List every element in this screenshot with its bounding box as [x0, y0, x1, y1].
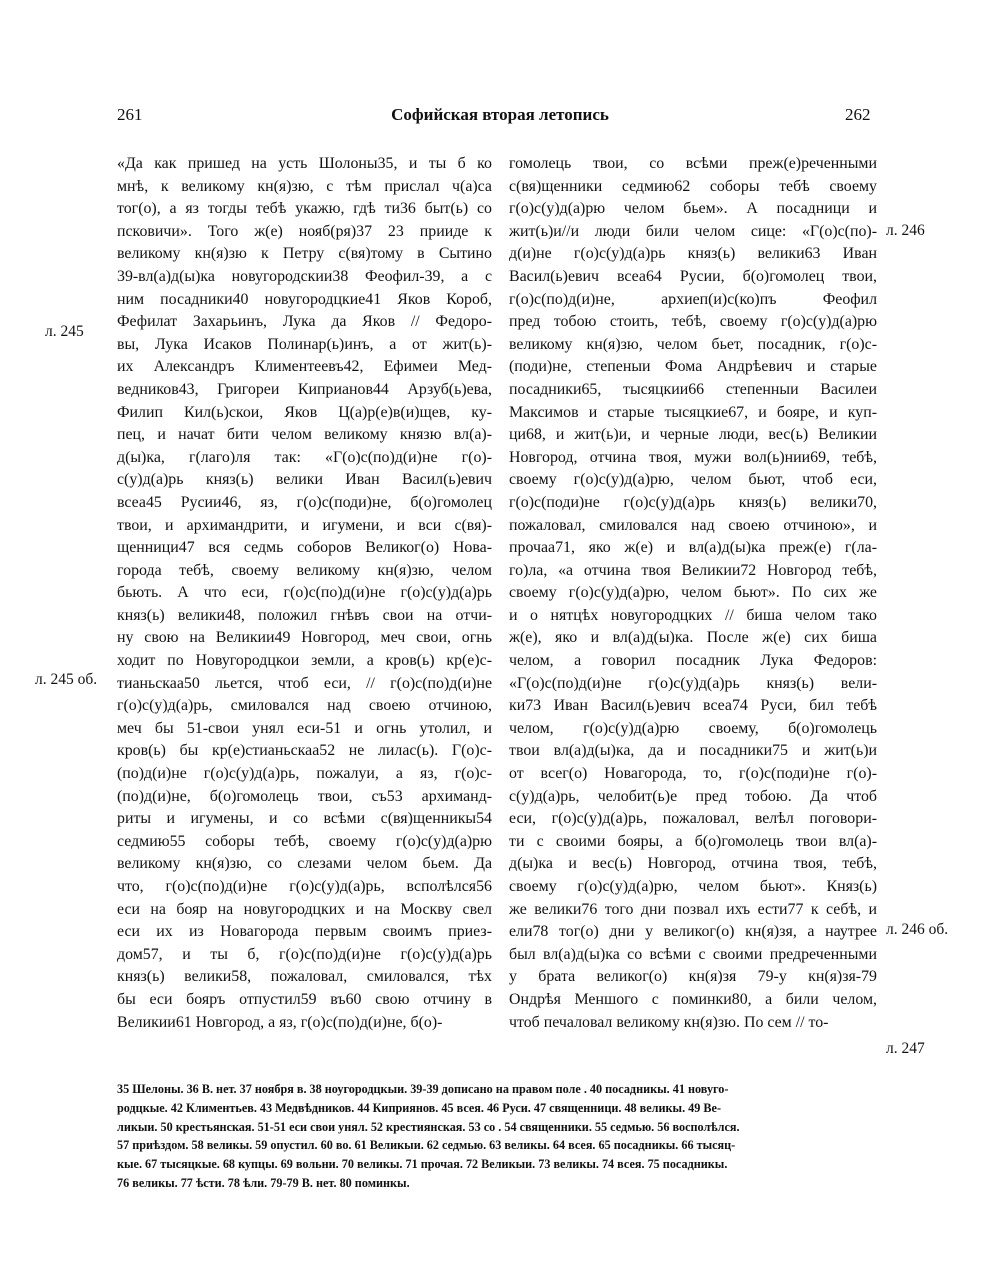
text-line: риты и игумены, и со всѣми с(вя)щенникы54 — [117, 810, 492, 828]
text-line: твои вл(а)д(ы)ка, да и посадники75 и жит(ь)и — [509, 742, 877, 760]
margin-folio-note: л. 247 — [886, 1040, 925, 1057]
text-line: ним посадники40 новугородцкие41 Яков Короб, — [117, 290, 492, 308]
text-line: что, г(о)с(по)д(и)не г(о)с(у)д(а)рь, всполѣлся56 — [117, 878, 492, 895]
text-line: великому кн(я)зю к Петру с(вя)тому в Сытино — [117, 245, 492, 263]
margin-folio-note: л. 246 об. — [886, 921, 949, 938]
text-line: д(ы)ка, г(лаго)ля так: «Г(о)с(по)д(и)не г(о)- — [117, 448, 492, 466]
text-line: и о нятцѣх новугородцких // биша челом тако — [509, 606, 877, 624]
text-line: пред тобою стоить, тебѣ, своему г(о)с(у)д(а)рю — [509, 313, 877, 331]
text-line: г(о)с(у)д(а)рю челом бьем». А посадници и — [509, 200, 877, 218]
text-line: щенници47 вся седмь соборов Великог(о) Нова- — [117, 539, 492, 557]
text-line: д(и)не г(о)с(у)д(а)рь княз(ь) велики63 Иван — [509, 245, 877, 263]
footnote-line: ликыи. 50 крестьянская. 51-51 еси свои унял. 52 крестиянская. 53 со . 54 священники. 55 седмью. 56 восполѣлся. — [117, 1119, 740, 1134]
page-number-right: 262 — [845, 105, 871, 124]
text-line: великому кн(я)зю, со слезами челом бьем. Да — [117, 855, 492, 873]
text-line: был вл(а)д(ы)ка со всѣми с своими предреченными — [509, 945, 877, 963]
text-line: ходит по Новугородцкои земли, а кров(ь) кр(е)с- — [117, 652, 492, 670]
text-line: челом, г(о)с(у)д(а)рю своему, б(о)гомолець — [509, 719, 877, 737]
text-line: с(вя)щенники седмию62 соборы тебѣ своему — [509, 177, 877, 195]
running-title: Софийская вторая летопись — [391, 105, 609, 124]
text-line: псковичи». Того ж(е) нояб(ря)37 23 прииде к — [117, 222, 492, 240]
margin-folio-note: л. 245 об. — [35, 671, 98, 688]
text-line: всеа45 Русии46, яз, г(о)с(поди)не, б(о)гомолец — [117, 493, 492, 511]
text-line: г(о)с(по)д(и)не, архиеп(и)с(ко)пъ Феофил — [509, 290, 877, 308]
footnote-line: 76 великы. 77 ѣсти. 78 ѣли. 79-79 В. нет. 80 поминкы. — [117, 1175, 410, 1190]
text-line: своему г(о)с(у)д(а)рю, челом бьют». По сих же — [509, 584, 877, 602]
text-line: дом57, и ты б, г(о)с(по)д(и)не г(о)с(у)д(а)рь — [117, 945, 492, 963]
text-line: д(ы)ка и вес(ь) Новгород, отчина твоя, тебѣ, — [509, 855, 877, 873]
text-line: княз(ь) велики48, положил гнѣвъ свои на отчи- — [117, 606, 492, 624]
text-line: ж(е), яко и вл(а)д(ы)ка. После ж(е) сих биша — [509, 629, 877, 647]
text-line: ели78 тог(о) дни у великог(о) кн(я)зя, а наутрее — [509, 923, 877, 941]
text-line: с(у)д(а)рь княз(ь) велики Иван Васил(ь)евич — [117, 471, 492, 489]
text-line: мнѣ, к великому кн(я)зю, с тѣм прислал ч(а)са — [117, 177, 492, 195]
text-line: своему г(о)с(у)д(а)рю, челом бьют». Княз(ь) — [509, 878, 877, 895]
text-line: бьють. А что еси, г(о)с(по)д(и)не г(о)с(у)д(а)рь — [117, 584, 492, 602]
text-line: пожаловал, смиловался над своею отчиною», и — [509, 516, 877, 534]
text-line: с(у)д(а)рь, челобит(ь)е пред тобою. Да чтоб — [509, 787, 877, 805]
text-line: еси их из Новагорода первым своимъ приез- — [117, 923, 492, 941]
footnotes — [117, 1080, 875, 1193]
text-line: седмию55 соборы тебѣ, своему г(о)с(у)д(а)рю — [117, 832, 492, 850]
footnote-line: 35 Шелоны. 36 В. нет. 37 ноября в. 38 ноугородцкыи. 39-39 дописано на правом поле . 40 посадникы. 41 новуго- — [117, 1082, 729, 1096]
text-line: ки73 Иван Васил(ь)евич всеа74 Руси, бил тебѣ — [509, 697, 877, 715]
text-line: великому кн(я)зю, челом бьет, посадник, г(о)с- — [509, 335, 877, 353]
text-line: Васил(ь)евич всеа64 Русии, б(о)гомолец твои, — [509, 267, 877, 285]
text-line: тианьскаа50 льется, чтоб еси, // г(о)с(по)д(и)не — [117, 674, 492, 692]
text-line: ну свою на Великии49 Новгород, меч свои, огнь — [117, 629, 492, 647]
page-number-left: 261 — [117, 105, 143, 124]
margin-folio-note: л. 245 — [45, 323, 84, 340]
text-line: гомолець твои, со всѣми преж(е)реченными — [509, 155, 877, 172]
text-line: го)ла, «а отчина твоя Великии72 Новгород тебѣ, — [509, 561, 877, 579]
text-line: «Да как пришед на усть Шолоны35, и ты б ко — [117, 155, 492, 172]
margin-folio-note: л. 246 — [886, 222, 925, 239]
text-line: еси, г(о)с(у)д(а)рь, пожаловал, велѣл поговори- — [509, 810, 877, 828]
text-line: Великии61 Новгород, а яз, г(о)с(по)д(и)не, б(о)- — [117, 1013, 443, 1031]
text-line: г(о)с(у)д(а)рь, смиловался над своею отчиною, — [117, 697, 492, 715]
text-line: же велики76 того дни позвал ихъ ести77 к себѣ, и — [509, 900, 877, 918]
right-text-column — [509, 153, 877, 1034]
text-line: княз(ь) велики58, пожаловал, смиловался, тѣх — [117, 968, 492, 986]
text-line: чтоб печаловал великому кн(я)зю. По сем // то- — [509, 1013, 829, 1031]
text-line: у брата великог(о) кн(я)зя 79-у кн(я)зя-79 — [509, 968, 877, 986]
text-line: Фефилат Захарьинъ, Лука да Яков // Федоро- — [117, 313, 492, 331]
text-line: кров(ь) бы кр(е)стианьскаа52 не лилас(ь). Г(о)с- — [117, 742, 492, 760]
text-line: вы, Лука Исаков Полинар(ь)инъ, а от жит(ь)- — [117, 335, 492, 353]
text-line: г(о)с(поди)не г(о)с(у)д(а)рь княз(ь) велики70, — [509, 493, 877, 511]
text-line: от всег(о) Новагорода, то, г(о)с(поди)не г(о)- — [509, 765, 877, 783]
text-line: города тебѣ, своему великому кн(я)зю, челом — [117, 561, 492, 579]
text-line: тог(о), а яз тогды тебѣ укажю, гдѣ ти36 быт(ь) со — [117, 200, 492, 218]
footnote-line: родцкые. 42 Климентьев. 43 Медвѣдников. 44 Киприянов. 45 всея. 46 Руси. 47 священници. 48 великы. 49 Ве- — [117, 1100, 721, 1115]
text-line: пец, и начат бити челом великому князю вл(а)- — [117, 426, 492, 444]
text-line: ци68, и жит(ь)и, и черные люди, вес(ь) Великии — [509, 426, 877, 444]
text-line: Филип Кил(ь)скои, Яков Ц(а)р(е)в(и)щев, ку- — [117, 403, 492, 421]
text-line: еси на бояр на новугородцких и на Москву свел — [117, 900, 492, 918]
text-line: (поди)не, степеныи Фома Андрѣевич и старые — [509, 358, 877, 376]
text-line: ведников43, Григореи Киприанов44 Арзуб(ь)ева, — [117, 380, 492, 398]
footnote-line: кые. 67 тысяцкые. 68 купцы. 69 вольни. 70 великы. 71 прочая. 72 Великыи. 73 великы. 74 всея. 75 посадникы. — [117, 1157, 728, 1172]
text-line: челом, а говорил посадник Лука Федоров: — [509, 652, 877, 670]
left-text-column — [117, 153, 492, 1034]
text-line: ти с своими бояры, а б(о)гомолець твои вл(а)- — [509, 832, 877, 850]
text-line: меч бы 51-свои унял еси-51 и огнь утолил, и — [117, 719, 492, 737]
text-line: Максимов и старые тысяцкие67, и бояре, и куп- — [509, 403, 877, 421]
text-line: (по)д(и)не г(о)с(у)д(а)рь, пожалуи, а яз, г(о)с- — [117, 765, 492, 783]
footnote-line: 57 приѣздом. 58 великы. 59 опустил. 60 во. 61 Великыи. 62 седмью. 63 великы. 64 всея. 65 посадникы. 66 тысяц- — [117, 1138, 736, 1153]
text-line: бы еси бояръ отпустил59 въ60 свою отчину в — [117, 990, 492, 1008]
text-line: 39-вл(а)д(ы)ка новугородскии38 Феофил-39, а с — [117, 267, 492, 285]
text-line: (по)д(и)не, б(о)гомолець твои, съ53 архиманд- — [117, 787, 492, 805]
text-line: своему г(о)с(у)д(а)рю, челом бьют, чтоб еси, — [509, 471, 877, 489]
text-line: их Александръ Климентеевъ42, Ефимеи Мед- — [117, 358, 492, 376]
text-line: посадники65, тысяцкии66 степенныи Василеи — [509, 380, 877, 398]
text-line: «Г(о)с(по)д(и)не г(о)с(у)д(а)рь княз(ь) вели- — [509, 674, 877, 692]
text-line: Новгород, отчина твоя, мужи вол(ь)нии69, тебѣ, — [509, 448, 877, 466]
text-line: твои, и архимандрити, и игумени, и вси с(вя)- — [117, 516, 492, 534]
text-line: прочаа71, яко ж(е) и вл(а)д(ы)ка преж(е) г(ла- — [509, 539, 877, 557]
text-line: Ондрѣя Меншого с поминки80, а били челом, — [509, 990, 877, 1008]
text-line: жит(ь)и//и люди били челом сице: «Г(о)с(по)- — [509, 222, 877, 240]
